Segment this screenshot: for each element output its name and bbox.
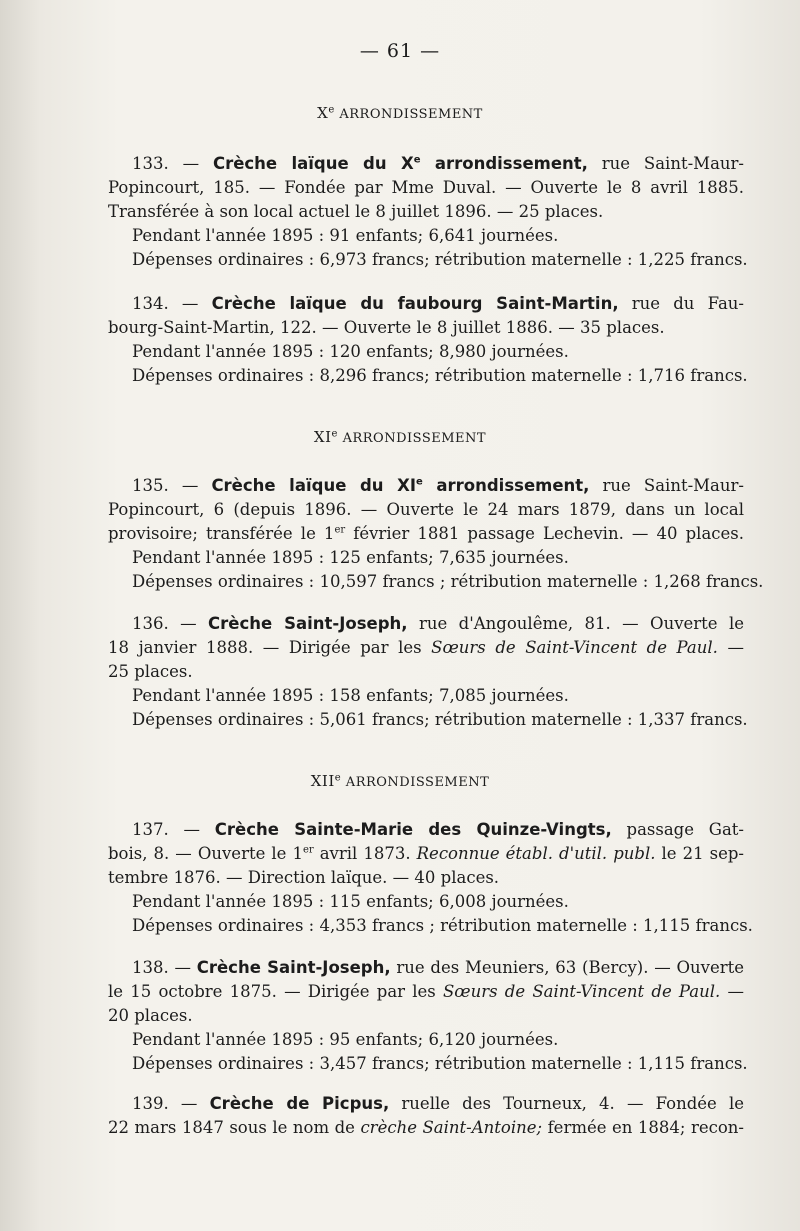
entry-title-part: Crèche laïque du XI [211,476,416,495]
entry-line: Popincourt, 185. — Fondée par Mme Duval. — Ouverte le 8 avril 1885. [108,178,744,197]
section-heading-x [0,104,800,122]
entry-line [108,474,744,498]
entry-text: rue du Fau- [618,294,744,313]
entry-line [108,612,744,636]
entry-text: — [720,982,744,1001]
entry-133 [108,152,748,272]
entry-text: le 21 sep- [655,844,744,863]
entry-italic: crèche Saint-Antoine; [360,1118,543,1137]
entry-line [108,842,744,866]
section-heading-xi [0,428,800,446]
section-numeral-sup: e [328,104,335,116]
entry-title: Crèche Sainte-Marie des Quinze-Vingts, [214,820,612,839]
section-heading-xii [0,772,800,790]
entry-text: le 15 octobre 1875. — Dirigée par les [108,982,443,1001]
entry-line: bourg-Saint-Martin, 122. — Ouverte le 8 juillet 1886. — 35 places. [108,318,665,337]
entry-text-sup: er [334,524,346,536]
entry-line [108,152,744,176]
entry-title-part: arrondissement, [422,476,590,495]
entry-title: Crèche Saint-Joseph, [208,614,408,633]
entry-line: Pendant l'année 1895 : 95 enfants; 6,120 journées. [132,1030,559,1049]
entry-line: Pendant l'année 1895 : 120 enfants; 8,980 journées. [132,342,569,361]
entry-number: 135. — [132,476,212,495]
entry-number: 133. — [132,154,213,173]
entry-title: Crèche Saint-Joseph, [196,958,391,977]
section-label: ARRONDISSEMENT [337,431,487,446]
entry-italic: Reconnue établ. d'util. publ. [416,844,656,863]
entry-line: Dépenses ordinaires : 10,597 francs ; rétribution maternelle : 1,268 francs. [132,572,764,591]
entry-line [108,980,744,1004]
entry-line: 20 places. [108,1006,193,1025]
entry-134 [108,292,748,388]
entry-139 [108,1092,744,1140]
entry-line: Pendant l'année 1895 : 158 enfants; 7,085 journées. [132,686,569,705]
entry-text: rue d'Angoulême, 81. — Ouverte le [407,614,745,633]
entry-text: fermée en 1884; recon- [542,1118,744,1137]
entry-text-sup: er [302,844,314,856]
entry-italic: Sœurs de Saint-Vincent de Paul. [431,638,718,657]
section-numeral: XI [313,428,332,446]
entry-number: 136. — [132,614,209,633]
entry-number: 138. — [132,958,197,977]
entry-text: bois, 8. — Ouverte le 1 [108,844,303,863]
section-numeral-sup: e [331,428,338,440]
entry-text: — [717,638,744,657]
entry-title-sup: e [413,154,421,166]
entry-text: avril 1873. [313,844,417,863]
entry-title-part: arrondissement, [420,154,588,173]
entry-line: Pendant l'année 1895 : 125 enfants; 7,635 journées. [132,548,569,567]
section-label: ARRONDISSEMENT [334,107,483,122]
entry-line: Transférée à son local actuel le 8 juillet 1896. — 25 places. [108,202,604,221]
entry-text: rue Saint-Maur- [589,476,744,495]
entry-135 [108,474,764,594]
entry-line [108,818,744,842]
entry-title-sup: e [415,476,423,488]
entry-text: 18 janvier 1888. — Dirigée par les [108,638,432,657]
entry-text: rue Saint-Maur- [587,154,744,173]
entry-line [108,1092,744,1116]
entry-title [211,476,589,495]
entry-137 [108,818,753,938]
entry-text: provisoire; transférée le 1 [108,524,335,543]
entry-line: Dépenses ordinaires : 3,457 francs; rétribution maternelle : 1,115 francs. [132,1054,748,1073]
entry-line [108,956,744,980]
entry-title-part: Crèche laïque du X [212,154,414,173]
entry-line: Dépenses ordinaires : 5,061 francs; rétribution maternelle : 1,337 francs. [132,710,748,729]
entry-text: rue des Meuniers, 63 (Bercy). — Ouverte [390,958,744,977]
section-numeral-sup: e [334,772,342,784]
entry-line: tembre 1876. — Direction laïque. — 40 places. [108,868,500,887]
entry-text: 22 mars 1847 sous le nom de [108,1118,361,1137]
entry-line: Dépenses ordinaires : 4,353 francs ; rétribution maternelle : 1,115 francs. [132,916,753,935]
entry-title [213,154,588,173]
entry-line [108,1116,744,1140]
entry-title: Crèche de Picpus, [209,1094,390,1113]
page-number: — 61 — [359,40,441,62]
entry-number: 134. — [132,294,212,313]
entry-text: passage Gat- [611,820,744,839]
entry-line [108,522,744,546]
entry-text: février 1881 passage Lechevin. — 40 places. [345,524,744,543]
entry-line: Dépenses ordinaires : 6,973 francs; rétribution maternelle : 1,225 francs. [132,250,748,269]
entry-line [108,636,744,660]
entry-line: Popincourt, 6 (depuis 1896. — Ouverte le 24 mars 1879, dans un local [108,500,744,519]
section-numeral: X [317,104,329,122]
entry-text: ruelle des Tourneux, 4. — Fondée le [389,1094,745,1113]
entry-line: 25 places. [108,662,193,681]
section-label: ARRONDISSEMENT [341,775,490,790]
entry-italic: Sœurs de Saint-Vincent de Paul. [442,982,721,1001]
entry-number: 139. — [132,1094,210,1113]
entry-number: 137. — [132,820,215,839]
entry-line: Pendant l'année 1895 : 115 enfants; 6,008 journées. [132,892,569,911]
section-numeral: XII [310,772,335,790]
entry-line: Pendant l'année 1895 : 91 enfants; 6,641 journées. [132,226,559,245]
entry-line: Dépenses ordinaires : 8,296 francs; rétribution maternelle : 1,716 francs. [132,366,748,385]
entry-line [108,292,744,316]
entry-138 [108,956,748,1076]
entry-136 [108,612,748,732]
entry-title: Crèche laïque du faubourg Saint-Martin, [211,294,619,313]
